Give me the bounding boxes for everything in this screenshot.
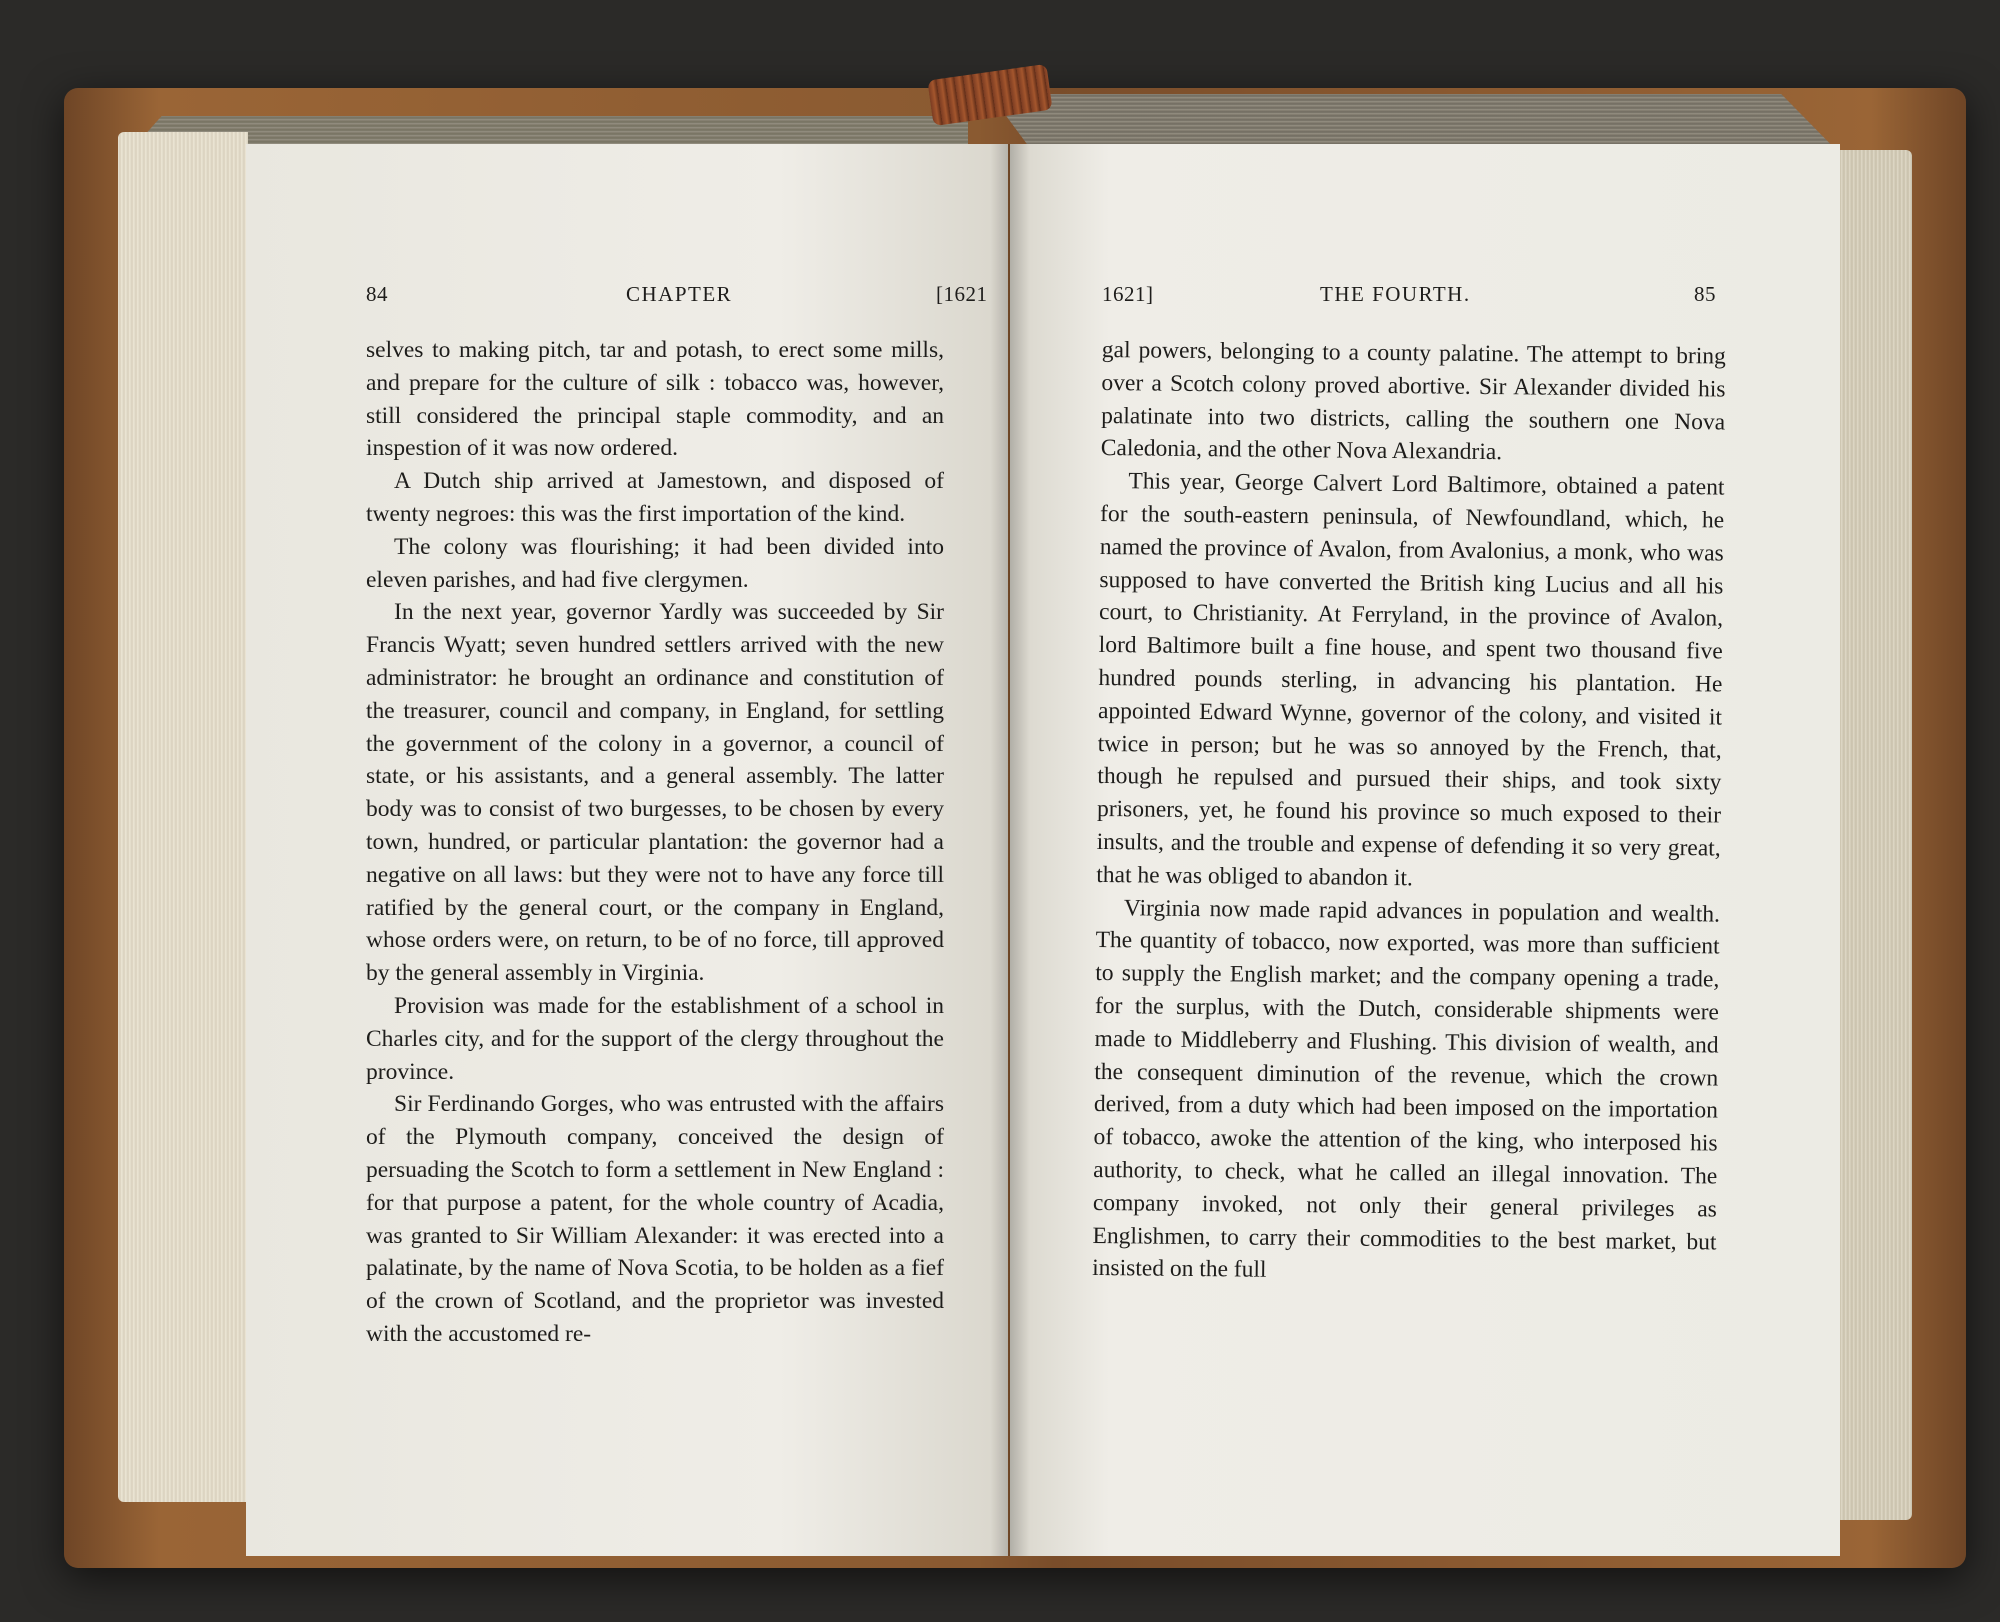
paragraph: In the next year, governor Yardly was succeeded by Sir Francis Wyatt; seven hundred settlers arrived with the new administrator: he brought an ordinance and constitution of the treasurer, council and company, in England, for settling the government of the colony in a governor, a council of state, or his assistants, and a general assembly. The latter body was to consist of two burgesses, to be chosen by every town, hundred, or particular plantation: the governor had a negative on all laws: but they were not to have any force till ratified by the general court, or the company in England, whose orders were, on return, to be of no force, till approved by the general assembly in Virginia. [366, 599, 944, 987]
header-year: 1621] [1102, 282, 1154, 306]
book-gutter [990, 144, 1030, 1556]
page-edges-right [1838, 150, 1912, 1520]
running-head: THE FOURTH. [1320, 282, 1471, 306]
right-page-body [1092, 334, 1726, 1292]
page-number: 84 [366, 282, 388, 306]
paragraph: A Dutch ship arrived at Jamestown, and disposed of twenty negroes: this was the first importation of the kind. [366, 468, 944, 527]
page-edges-left [118, 132, 248, 1502]
left-page-header [246, 282, 1008, 322]
left-page [246, 144, 1008, 1556]
paragraph: The colony was flourishing; it had been divided into eleven parishes, and had five clergymen. [366, 533, 944, 593]
left-page-body [366, 334, 944, 1351]
page-number: 85 [1694, 282, 1716, 306]
right-page-header [1010, 282, 1840, 322]
paragraph: This year, George Calvert Lord Baltimore, obtained a patent for the south-eastern peninsula, of Newfoundland, which, he named the province of Avalon, from Avalonius, a monk, who was supposed to have converted the British king Lucius and all his court, to Christianity. At Ferryland, in the province of Avalon, lord Baltimore built a fine house, and spent two thousand five hundred pounds sterling, in advancing his plantation. He appointed Edward Wynne, governor of the colony, and visited it twice in person; but he was so annoyed by the French, that, though he repulsed and pursued their ships, and took sixty prisoners, yet, he found his province so much exposed to their insults, and the trouble and expense of defending it so very great, that he was obliged to abandon it. [1096, 468, 1725, 892]
right-page [1010, 144, 1840, 1556]
paragraph: Sir Ferdinando Gorges, who was entrusted with the affairs of the Plymouth company, conceived the design of persuading the Scotch to form a settlement in New England : for that purpose a patent, for the whole country of Acadia, was granted to Sir William Alexander: it was erected into a palatinate, by the name of Nova Scotia, to be holden as a fief of the crown of Scotland, and the proprietor was invested with the accustomed re- [366, 1091, 944, 1347]
paragraph: Virginia now made rapid advances in population and wealth. The quantity of tobacco, now exported, was more than sufficient to supply the English market; and the company opening a trade, for the surplus, with the Dutch, considerable shipments were made to Middleberry and Flushing. This division of wealth, and the consequent diminution of the revenue, which the crown derived, from a duty which had been imposed on the importation of tobacco, awoke the attention of the king, who interposed his authority, to check, what he called an illegal innovation. The company invoked, not only their general privileges as Englishmen, to carry their commodities to the best market, but insisted on the full [1092, 894, 1721, 1284]
paragraph: selves to making pitch, tar and potash, to erect some mills, and prepare for the culture of silk : tobacco was, however, still considered the principal staple commodity, and an inspestion of it was now ordered. [366, 337, 944, 462]
paragraph: gal powers, belonging to a county palatine. The attempt to bring over a Scotch colony proved abortive. Sir Alexander divided his palatinate into two districts, calling the southern one Nova Caledonia, and the other Nova Alexandria. [1100, 336, 1726, 466]
header-year: [1621 [936, 282, 988, 306]
paragraph: Provision was made for the establishment of a school in Charles city, and for the support of the clergy throughout the province. [366, 992, 944, 1085]
running-head: CHAPTER [626, 282, 733, 306]
